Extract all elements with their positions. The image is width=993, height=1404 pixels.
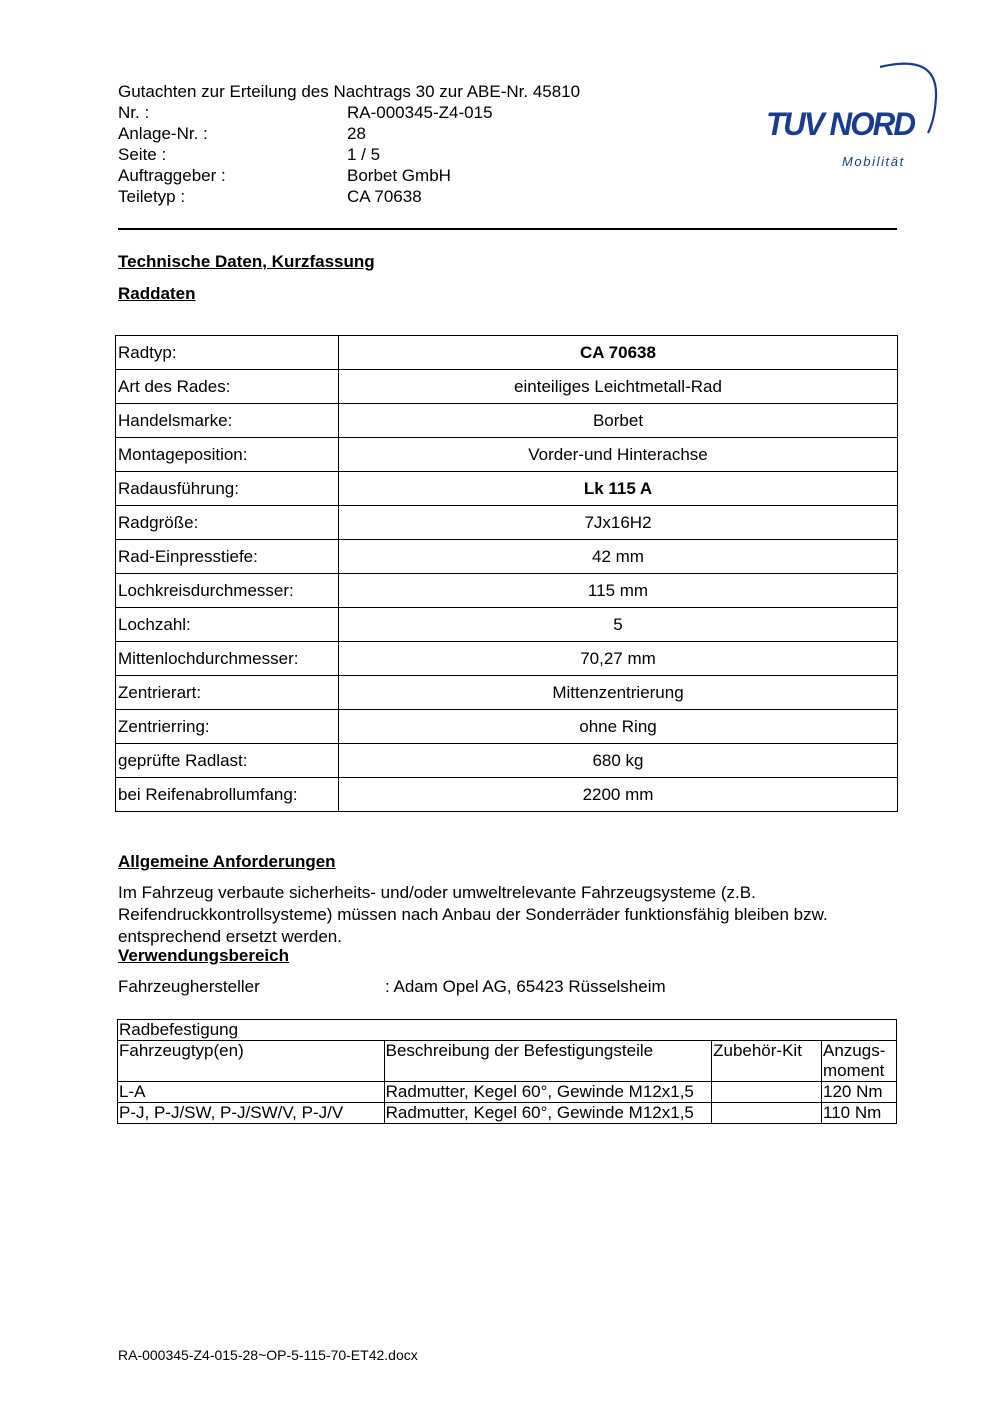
header-value: RA-000345-Z4-015 xyxy=(347,103,493,122)
table-row xyxy=(116,608,898,642)
row-value: Lk 115 A xyxy=(339,472,898,506)
radbefestigung-table xyxy=(117,1019,897,1124)
header-label: Anlage-Nr. : xyxy=(118,124,208,143)
row-value: 7Jx16H2 xyxy=(339,506,898,540)
row-value: Borbet xyxy=(339,404,898,438)
table-row xyxy=(116,744,898,778)
column-header: Beschreibung der Befestigungsteile xyxy=(384,1041,711,1082)
row-value: 2200 mm xyxy=(339,778,898,812)
table-row xyxy=(116,506,898,540)
table-row xyxy=(118,1103,897,1124)
table-row xyxy=(116,438,898,472)
row-key: Radausführung: xyxy=(116,472,339,506)
tuv-nord-logo xyxy=(760,55,945,175)
column-header: Zubehör-Kit xyxy=(712,1041,822,1082)
header-divider xyxy=(118,228,897,230)
row-value: 115 mm xyxy=(339,574,898,608)
row-value: 70,27 mm xyxy=(339,642,898,676)
hersteller-label: Fahrzeughersteller xyxy=(118,977,260,996)
row-key: Radtyp: xyxy=(116,336,339,370)
header-row-auftraggeber xyxy=(118,165,580,186)
row-key: Montageposition: xyxy=(116,438,339,472)
header-row-seite xyxy=(118,144,580,165)
logo-sub: Mobilität xyxy=(842,154,905,169)
table-title: Radbefestigung xyxy=(118,1020,897,1041)
logo-brand: TUV NORD xyxy=(766,106,916,142)
column-header: Fahrzeugtyp(en) xyxy=(118,1041,385,1082)
section-technische-daten: Technische Daten, Kurzfassung xyxy=(118,252,375,271)
row-key: Handelsmarke: xyxy=(116,404,339,438)
fahrzeughersteller-row xyxy=(118,977,666,997)
table-row xyxy=(116,370,898,404)
header-value: Borbet GmbH xyxy=(347,166,451,185)
row-value: einteiliges Leichtmetall-Rad xyxy=(339,370,898,404)
section-raddaten: Raddaten xyxy=(118,284,196,303)
table-cell: Radmutter, Kegel 60°, Gewinde M12x1,5 xyxy=(384,1082,711,1103)
table-row xyxy=(116,574,898,608)
document-header xyxy=(118,81,580,207)
row-key: Mittenlochdurchmesser: xyxy=(116,642,339,676)
section-verwendungsbereich: Verwendungsbereich xyxy=(118,946,289,965)
table-row xyxy=(116,642,898,676)
row-value: 680 kg xyxy=(339,744,898,778)
header-value: 28 xyxy=(347,124,366,143)
row-value: Mittenzentrierung xyxy=(339,676,898,710)
table-cell xyxy=(712,1082,822,1103)
header-row-nr xyxy=(118,102,580,123)
header-row-anlage xyxy=(118,123,580,144)
header-label: Seite : xyxy=(118,145,167,164)
column-header: Anzugs-moment xyxy=(822,1041,897,1082)
row-key: bei Reifenabrollumfang: xyxy=(116,778,339,812)
table-row xyxy=(116,404,898,438)
row-value: Vorder-und Hinterachse xyxy=(339,438,898,472)
raddaten-table xyxy=(115,335,898,812)
row-key: geprüfte Radlast: xyxy=(116,744,339,778)
table-header-row xyxy=(118,1041,897,1082)
table-row xyxy=(118,1082,897,1103)
section-allgemeine-anforderungen: Allgemeine Anforderungen xyxy=(118,852,336,871)
row-key: Art des Rades: xyxy=(116,370,339,404)
row-value: 42 mm xyxy=(339,540,898,574)
header-label: Nr. : xyxy=(118,103,150,122)
table-title-row xyxy=(118,1020,897,1041)
row-key: Rad-Einpresstiefe: xyxy=(116,540,339,574)
header-label: Teiletyp : xyxy=(118,187,186,206)
row-key: Lochzahl: xyxy=(116,608,339,642)
allgemeine-paragraph: Im Fahrzeug verbaute sicherheits- und/oder umweltrelevante Fahrzeugsysteme (z.B. Reifendruckkontrollsysteme) müssen nach Anbau der Sonderräder funktionsfähig bleiben bzw. entsprechend ersetzt werden. xyxy=(118,883,828,946)
table-row xyxy=(116,676,898,710)
table-cell: 120 Nm xyxy=(822,1082,897,1103)
header-value: CA 70638 xyxy=(347,187,422,206)
table-row xyxy=(116,540,898,574)
row-key: Zentrierring: xyxy=(116,710,339,744)
header-label: Auftraggeber : xyxy=(118,166,226,185)
table-row xyxy=(116,778,898,812)
document-title: Gutachten zur Erteilung des Nachtrags 30 zur ABE-Nr. 45810 xyxy=(118,82,581,101)
footer-filename: RA-000345-Z4-015-28~OP-5-115-70-ET42.docx xyxy=(118,1347,418,1363)
row-key: Zentrierart: xyxy=(116,676,339,710)
header-row-teiletyp xyxy=(118,186,580,207)
table-row xyxy=(116,472,898,506)
row-value: ohne Ring xyxy=(339,710,898,744)
table-cell: 110 Nm xyxy=(822,1103,897,1124)
row-key: Radgröße: xyxy=(116,506,339,540)
table-row xyxy=(116,710,898,744)
hersteller-value: : Adam Opel AG, 65423 Rüsselsheim xyxy=(385,977,666,996)
table-cell: Radmutter, Kegel 60°, Gewinde M12x1,5 xyxy=(384,1103,711,1124)
table-cell: P-J, P-J/SW, P-J/SW/V, P-J/V xyxy=(118,1103,385,1124)
table-cell: L-A xyxy=(118,1082,385,1103)
row-value: CA 70638 xyxy=(339,336,898,370)
table-row xyxy=(116,336,898,370)
row-value: 5 xyxy=(339,608,898,642)
table-cell xyxy=(712,1103,822,1124)
header-value: 1 / 5 xyxy=(347,145,381,164)
row-key: Lochkreisdurchmesser: xyxy=(116,574,339,608)
